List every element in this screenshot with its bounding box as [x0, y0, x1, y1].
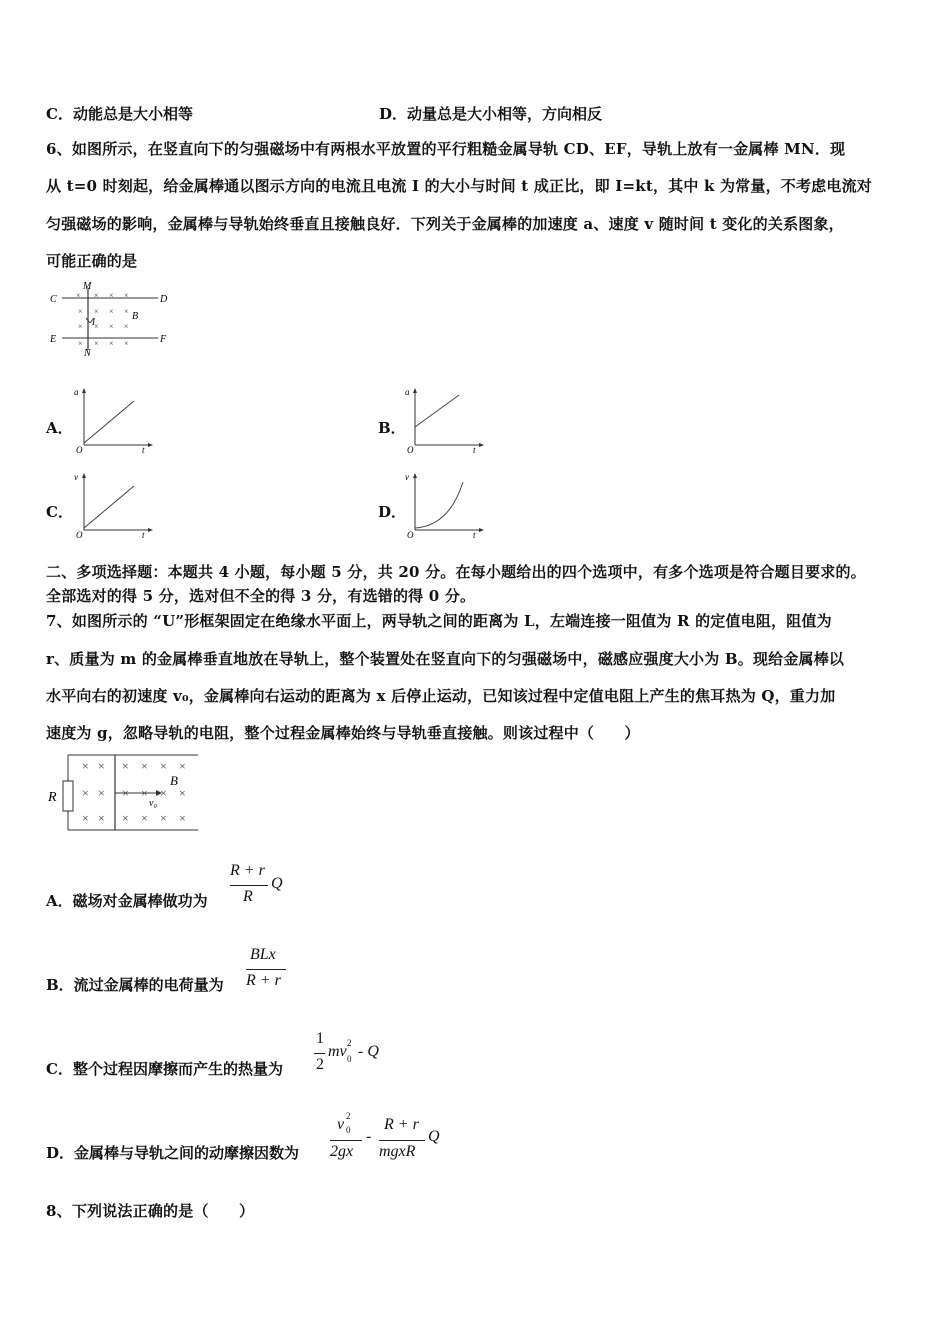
q7-option-d-formula — [330, 1113, 460, 1167]
q6-a-yaxis-label: a — [74, 387, 79, 397]
q6-c-xaxis-label: t — [142, 530, 145, 538]
svg-text:×: × — [122, 759, 129, 773]
q6-a-origin-label: O — [76, 445, 83, 453]
q6-option-a-graph — [72, 385, 157, 453]
q7-line4: 速度为 g，忽略导轨的电阻，整个过程金属棒始终与导轨垂直接触。则该过程中（ ） — [46, 724, 640, 742]
q7-d-sub1: 0 — [346, 1125, 351, 1135]
q7-c-subscript: 0 — [347, 1054, 352, 1064]
svg-text:×: × — [78, 339, 83, 348]
svg-text:×: × — [82, 786, 89, 800]
q6-option-c-label: C． — [46, 503, 73, 521]
svg-text:×: × — [94, 339, 99, 348]
q6-c-origin-label: O — [76, 530, 83, 538]
q6-line2: 从 t=0 时刻起，给金属棒通以图示方向的电流且电流 I 的大小与时间 t 成正比，即 I=kt，其中 k 为常量，不考虑电流对 — [46, 177, 872, 195]
q6-rails-figure — [46, 280, 176, 360]
q6-option-d-graph — [403, 470, 488, 538]
q6-b-xaxis-label: t — [473, 445, 476, 453]
svg-text:×: × — [78, 322, 83, 331]
q7-option-b-formula — [246, 946, 306, 996]
q6-label-c: C — [50, 294, 57, 305]
q6-d-yaxis-label: v — [405, 472, 409, 482]
q7-a-denominator: R — [243, 888, 253, 905]
q5-option-d: D．动量总是大小相等，方向相反 — [379, 105, 603, 123]
q7-uframe-figure — [46, 750, 206, 836]
svg-text:×: × — [98, 811, 105, 825]
q6-label-b: B — [132, 311, 139, 322]
q7-d-sup1: 2 — [346, 1111, 351, 1121]
q6-label-n: N — [84, 348, 91, 359]
q6-option-d-label: D． — [378, 503, 407, 521]
svg-text:×: × — [82, 811, 89, 825]
svg-text:×: × — [160, 786, 167, 800]
q6-option-c-graph — [72, 470, 157, 538]
q7-option-c-text: C．整个过程因摩擦而产生的热量为 — [46, 1060, 283, 1078]
q6-d-origin-label: O — [407, 530, 414, 538]
q7-d-minus: - — [366, 1128, 372, 1145]
svg-text:×: × — [124, 322, 129, 331]
q7-d-denominator1: 2gx — [330, 1143, 354, 1160]
q6-label-m: M — [83, 281, 92, 292]
svg-text:×: × — [122, 811, 129, 825]
q7-option-c-formula — [314, 1030, 404, 1080]
q7-label-b: B — [170, 773, 178, 788]
q7-label-r: R — [48, 790, 57, 805]
section2-line1: 二、多项选择题：本题共 4 小题，每小题 5 分，共 20 分。在每小题给出的四个选项中，有多个选项是符合题目要求的。 — [46, 563, 866, 581]
q6-label-d: D — [160, 294, 168, 305]
q7-d-numerator2: R + r — [384, 1116, 419, 1133]
q6-b-yaxis-label: a — [405, 387, 410, 397]
svg-text:×: × — [76, 291, 81, 300]
svg-text:×: × — [98, 759, 105, 773]
svg-text:×: × — [124, 307, 129, 316]
q6-field-crosses — [76, 291, 129, 348]
q6-label-e: E — [50, 334, 57, 345]
q7-option-a-text: A．磁场对金属棒做功为 — [46, 892, 208, 910]
q6-line1: 6、如图所示，在竖直向下的匀强磁场中有两根水平放置的平行粗糙金属导轨 CD、EF，导轨上放有一金属棒 MN．现 — [46, 140, 846, 158]
q6-option-b-label: B． — [378, 419, 406, 437]
q7-a-numerator: R + r — [230, 862, 265, 879]
svg-text:×: × — [78, 307, 83, 316]
svg-text:×: × — [94, 307, 99, 316]
q7-option-d-text: D．金属棒与导轨之间的动摩擦因数为 — [46, 1144, 300, 1162]
q7-field-crosses — [82, 759, 186, 825]
q7-resistor — [63, 781, 73, 811]
q6-c-yaxis-label: v — [74, 472, 78, 482]
svg-text:×: × — [160, 811, 167, 825]
q7-b-denominator: R + r — [246, 972, 281, 989]
svg-text:×: × — [179, 759, 186, 773]
svg-text:×: × — [160, 759, 167, 773]
svg-text:×: × — [122, 786, 129, 800]
q7-d-denominator2: mgxR — [379, 1143, 416, 1160]
q6-b-origin-label: O — [407, 445, 414, 453]
q6-label-i: I — [92, 317, 95, 327]
svg-text:×: × — [124, 339, 129, 348]
section2-line2: 全部选对的得 5 分，选对但不全的得 3 分，有选错的得 0 分。 — [46, 587, 476, 605]
svg-text:×: × — [141, 786, 148, 800]
q7-label-v0: v₀ — [149, 798, 157, 809]
q7-option-b-text: B．流过金属棒的电荷量为 — [46, 976, 224, 994]
q6-line4: 可能正确的是 — [46, 252, 138, 270]
svg-text:×: × — [141, 759, 148, 773]
q6-option-a-label: A． — [46, 419, 73, 437]
q5-option-c: C．动能总是大小相等 — [46, 105, 193, 123]
svg-text:×: × — [94, 291, 99, 300]
svg-text:×: × — [109, 339, 114, 348]
svg-text:×: × — [94, 322, 99, 331]
svg-text:×: × — [124, 291, 129, 300]
q7-c-numerator: 1 — [316, 1030, 324, 1047]
q7-d-tail: Q — [428, 1128, 440, 1145]
svg-text:×: × — [98, 786, 105, 800]
q6-label-f: F — [160, 334, 167, 345]
svg-text:×: × — [109, 307, 114, 316]
q7-d-numerator1: v — [337, 1116, 345, 1133]
svg-text:×: × — [109, 291, 114, 300]
svg-text:×: × — [141, 811, 148, 825]
q6-d-xaxis-label: t — [473, 530, 476, 538]
q7-line3: 水平向右的初速度 v₀，金属棒向右运动的距离为 x 后停止运动，已知该过程中定值电阻上产生的焦耳热为 Q，重力加 — [46, 687, 836, 705]
svg-text:×: × — [109, 322, 114, 331]
q7-line1: 7、如图所示的 “U”形框架固定在绝缘水平面上，两导轨之间的距离为 L，左端连接一阻值为 R 的定值电阻，阻值为 — [46, 612, 832, 630]
svg-text:×: × — [82, 759, 89, 773]
q7-a-tail: Q — [271, 875, 283, 892]
q7-c-denominator: 2 — [316, 1056, 324, 1073]
q7-c-mv: mv — [328, 1043, 347, 1060]
q8-line1: 8、下列说法正确的是（ ） — [46, 1202, 255, 1220]
q7-c-superscript: 2 — [347, 1038, 352, 1048]
q7-line2: r、质量为 m 的金属棒垂直地放在导轨上，整个装置处在竖直向下的匀强磁场中，磁感应强度大小为 B。现给金属棒以 — [46, 650, 845, 668]
q7-option-a-formula — [230, 862, 300, 912]
q6-a-xaxis-label: t — [142, 445, 145, 453]
q6-option-b-graph — [403, 385, 488, 453]
q6-line3: 匀强磁场的影响，金属棒与导轨始终垂直且接触良好．下列关于金属棒的加速度 a、速度 v 随时间 t 变化的关系图象， — [46, 215, 844, 233]
svg-text:×: × — [179, 811, 186, 825]
q7-b-numerator: BLx — [250, 946, 276, 963]
svg-text:×: × — [179, 786, 186, 800]
q7-c-tail: - Q — [358, 1043, 379, 1060]
